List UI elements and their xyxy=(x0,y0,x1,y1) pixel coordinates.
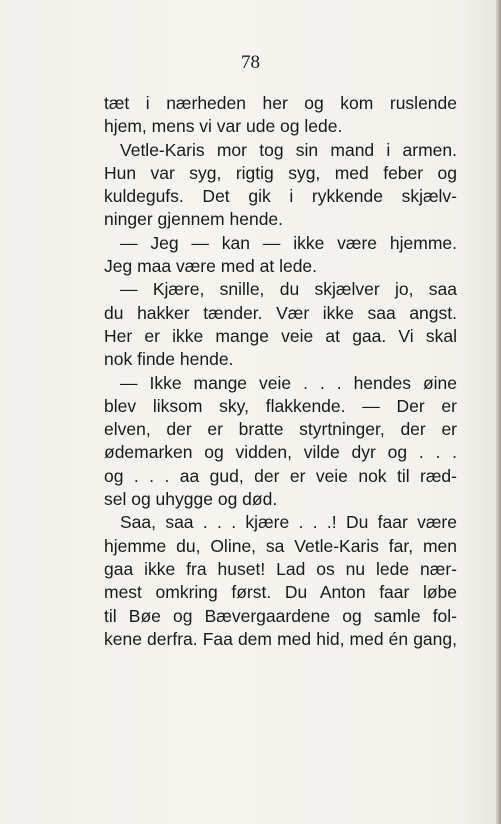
text-line: sel og uhygge og død. xyxy=(104,489,278,510)
text-line: gaa ikke fra huset! Lad os nu lede nær- xyxy=(104,558,457,579)
text-line: hjemme du, Oline, sa Vetle-Karis far, men xyxy=(104,535,457,556)
text-line: hjem, mens vi var ude og lede. xyxy=(104,116,343,137)
text-line: elven, der er bratte styrtninger, der er xyxy=(104,419,457,440)
page-number: 78 xyxy=(241,52,260,73)
text-line: Saa, saa . . . kjære . . .! Du faar være xyxy=(120,512,457,533)
text-line: til Bøe og Bævergaardene og samle fol- xyxy=(104,605,457,626)
text-line: Jeg maa være med at lede. xyxy=(104,256,318,277)
text-line: kuldegufs. Det gik i rykkende skjælv- xyxy=(104,186,457,207)
text-line: Her er ikke mange veie at gaa. Vi skal xyxy=(104,325,457,346)
text-line: Vetle-Karis mor tog sin mand i armen. xyxy=(120,139,457,160)
text-line: ødemarken og vidden, vilde dyr og . . . xyxy=(104,442,457,463)
text-line: — Ikke mange veie . . . hendes øine xyxy=(120,372,457,393)
body-text xyxy=(104,92,457,651)
text-line: og . . . aa gud, der er veie nok til ræd- xyxy=(104,465,457,486)
text-line: — Jeg — kan — ikke være hjemme. xyxy=(120,232,457,253)
text-line: mest omkring først. Du Anton faar løbe xyxy=(104,582,457,603)
text-line: ninger gjennem hende. xyxy=(104,209,284,230)
text-line: blev liksom sky, flakkende. — Der er xyxy=(104,395,457,416)
text-line: — Kjære, snille, du skjælver jo, saa xyxy=(120,279,457,300)
text-line: Hun var syg, rigtig syg, med feber og xyxy=(104,162,457,183)
text-line: du hakker tænder. Vær ikke saa angst. xyxy=(104,302,457,323)
text-line: nok finde hende. xyxy=(104,349,234,370)
page-edge-shadow xyxy=(496,0,501,824)
text-line: tæt i nærheden her og kom ruslende xyxy=(104,93,457,113)
text-line: kene derfra. Faa dem med hid, med én gang, xyxy=(104,628,457,649)
